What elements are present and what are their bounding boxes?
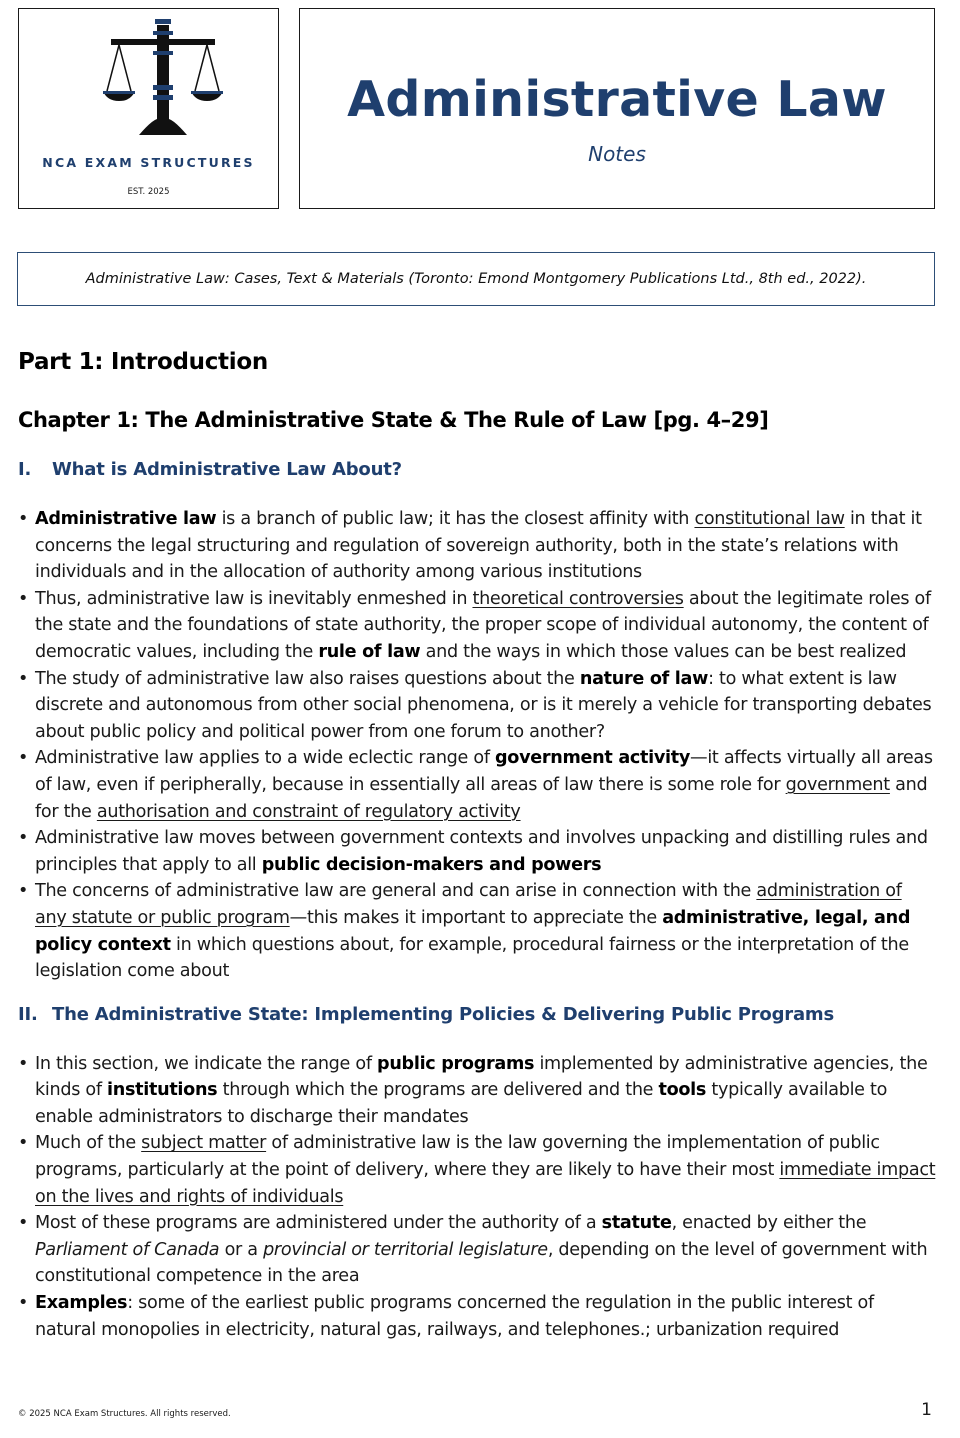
bold-term: public programs	[377, 1053, 535, 1074]
text-run: typically available to enable administrators to discharge their mandates	[35, 1080, 888, 1127]
bullet-item	[18, 1051, 938, 1131]
bullet-item	[18, 586, 938, 666]
bullet-item	[18, 745, 938, 825]
text-run: Much of the	[35, 1133, 142, 1154]
underlined-phrase: theoretical controversies	[472, 588, 684, 609]
bullet-item	[18, 1130, 938, 1210]
section-heading	[18, 999, 938, 1031]
logo-panel	[18, 8, 279, 209]
text-run: , enacted by either the	[671, 1213, 867, 1234]
bullet-list	[18, 1051, 938, 1344]
bullet-list	[18, 506, 938, 985]
scales-of-justice-icon	[99, 17, 227, 141]
bold-term: tools	[658, 1080, 707, 1101]
text-run: about the legitimate roles of the state and the foundations of state authority, the proper scope of individual autonomy, the content of democratic values, including the	[35, 588, 931, 662]
section-number: I.	[18, 459, 32, 480]
bold-term: statute	[601, 1213, 672, 1234]
bullet-item	[18, 666, 938, 746]
text-run: Administrative law applies to a wide eclectic range of	[35, 748, 496, 769]
underlined-phrase: administration of any statute or public program	[35, 881, 902, 928]
text-run: —this makes it important to appreciate the	[289, 907, 663, 928]
underlined-phrase: subject matter	[141, 1133, 267, 1154]
bold-term: administrative, legal, and policy context	[35, 907, 911, 955]
bullet-item	[18, 506, 938, 586]
section-title: What is Administrative Law About?	[52, 459, 402, 480]
section-title: The Administrative State: Implementing Policies & Delivering Public Programs	[52, 1003, 834, 1025]
bold-term: Examples	[35, 1293, 128, 1314]
org-name: NCA EXAM STRUCTURES	[42, 155, 255, 170]
bold-term: rule of law	[318, 641, 421, 662]
bullet-item	[18, 878, 938, 984]
established-label: EST. 2025	[127, 187, 170, 197]
text-run: is a branch of public law; it has the closest affinity with	[216, 509, 695, 529]
italic-phrase: Parliament of Canada	[35, 1239, 220, 1260]
text-run: and the ways in which those values can be best realized	[420, 641, 907, 662]
text-run: In this section, we indicate the range of	[35, 1053, 378, 1074]
text-run: or a	[219, 1239, 264, 1260]
bold-term: Administrative law	[35, 509, 217, 529]
text-run: of administrative law is the law governing the implementation of public programs, particularly at the point of delivery, where they are likely to have their most	[35, 1133, 880, 1181]
textbook-reference: Administrative Law: Cases, Text & Materials (Toronto: Emond Montgomery Publications Ltd., 8th ed., 2022).	[85, 271, 867, 287]
copyright-notice: © 2025 NCA Exam Structures. All rights reserved.	[18, 1409, 231, 1419]
bullet-item	[18, 1290, 938, 1343]
bullet-item	[18, 1210, 938, 1290]
text-run: The concerns of administrative law are general and can arise in connection with the	[35, 881, 757, 902]
underlined-phrase: government	[785, 774, 890, 795]
document-subtitle: Notes	[588, 142, 646, 166]
section-heading	[18, 454, 938, 486]
bold-term: nature of law	[579, 668, 709, 689]
underlined-phrase: constitutional law	[694, 509, 845, 529]
text-run: and for the	[35, 774, 928, 822]
text-run: implemented by administrative agencies, the kinds of	[35, 1053, 928, 1101]
part-heading: Part 1: Introduction	[18, 349, 268, 375]
bold-term: public decision-makers and powers	[261, 854, 602, 875]
text-run: Thus, administrative law is inevitably enmeshed in	[35, 588, 473, 609]
italic-phrase: provincial or territorial legislature	[263, 1239, 548, 1260]
notes-content	[18, 342, 938, 1343]
text-run: The study of administrative law also raises questions about the	[35, 668, 580, 689]
underlined-phrase: immediate impact on the lives and rights of individuals	[35, 1160, 936, 1207]
section-number: II.	[18, 1003, 38, 1025]
text-run: , depending on the level of government with constitutional competence in the area	[35, 1239, 928, 1287]
text-run: —it affects virtually all areas of law, even if peripherally, because in essentially all areas of law there is some role for	[35, 748, 933, 795]
page-number: 1	[921, 1400, 932, 1420]
text-run: : to what extent is law discrete and autonomous from other social phenomena, or is it merely a vehicle for transporting debates about public policy and political power from one forum to another?	[35, 668, 932, 742]
text-run: in which questions about, for example, procedural fairness or the interpretation of the legislation come about	[35, 934, 909, 982]
underlined-phrase: authorisation and constraint of regulatory activity	[96, 801, 521, 822]
bullet-item	[18, 825, 938, 878]
textbook-reference-box	[17, 252, 935, 306]
bold-term: institutions	[107, 1080, 218, 1101]
text-run: Most of these programs are administered under the authority of a	[35, 1213, 602, 1234]
title-panel	[299, 8, 935, 209]
bold-term: government activity	[495, 748, 691, 769]
text-run: Administrative law moves between government contexts and involves unpacking and distilling rules and principles that apply to all	[35, 828, 928, 875]
text-run: through which the programs are delivered and the	[217, 1080, 659, 1101]
text-run: in that it concerns the legal structuring and regulation of sovereign authority, both in the state’s relations with individuals and in the allocation of authority among various institutions	[35, 509, 922, 583]
chapter-heading: Chapter 1: The Administrative State & The Rule of Law [pg. 4–29]	[18, 408, 769, 432]
text-run: : some of the earliest public programs concerned the regulation in the public interest of natural monopolies in electricity, natural gas, railways, and telephones.; urbanization required	[35, 1293, 874, 1340]
document-title: Administrative Law	[347, 71, 887, 128]
